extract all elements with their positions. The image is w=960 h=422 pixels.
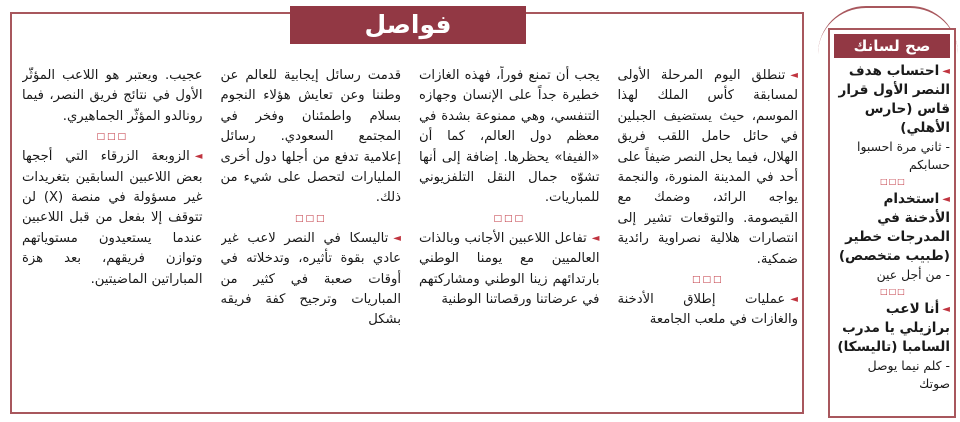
sidebar-separator: □□□ [880, 287, 906, 296]
bullet-triangle-icon: ◄ [393, 232, 401, 244]
article-column-4 [22, 66, 203, 412]
article-column-2 [419, 66, 600, 412]
bullet-triangle-icon: ◄ [942, 194, 950, 205]
sidebar-item-comment: - من أجل عين [876, 267, 950, 282]
sidebar-separator: □□□ [880, 177, 906, 186]
bullet-triangle-icon: ◄ [591, 232, 600, 244]
sidebar-item-heading: ◄أنا لاعب برازيلي يا مدرب السامبا (تاليسكا) [837, 301, 950, 355]
sidebar-title: صح لسانك [834, 34, 950, 58]
section-separator: □□□ [691, 275, 724, 286]
paragraph: ◄عمليات إطلاق الأدخنة والغازات في ملعب الجامعة [617, 292, 798, 328]
sidebar-item [836, 190, 950, 284]
sidebar-item-comment: - كلم نيما يوصل صوتك [867, 358, 950, 391]
article-column-3 [221, 66, 402, 412]
sidebar-item [836, 62, 950, 174]
bullet-triangle-icon: ◄ [790, 70, 798, 81]
bullet-triangle-icon: ◄ [942, 66, 950, 77]
section-separator: □□□ [96, 132, 128, 143]
sidebar-item [836, 300, 950, 393]
sidebar-item-heading: ◄احتساب هدف النصر الأول قرار قاس (حارس الأهلي) [838, 63, 950, 136]
bullet-triangle-icon: ◄ [790, 294, 798, 306]
section-separator: □□□ [493, 213, 525, 224]
sidebar-body [836, 62, 950, 418]
paragraph: عجيب. ويعتبر هو اللاعب المؤثّر الأول في نتائج فريق النصر، فيما رونالدو المؤثّر الجماهيري. [22, 68, 203, 124]
bullet-triangle-icon: ◄ [942, 304, 950, 315]
bullet-triangle-icon: ◄ [194, 151, 203, 163]
section-separator: □□□ [294, 213, 327, 224]
paragraph: قدمت رسائل إيجابية للعالم عن وطننا وعن تعايش هؤلاء النجوم بسلام واطمئنان وفخر في المجتمع السعودي. رسائل إعلامية تدفع من أجلها دول أخرى المليارات لتحصل على شيء من ذلك. [220, 68, 401, 206]
paragraph: ◄تفاعل اللاعبين الأجانب وبالذات العالميين مع يومنا الوطني بارتدائهم زينا الوطني ومشاركتهم في عرضاتنا ورقصاتنا الوطنية [419, 230, 600, 308]
paragraph: ◄الزوبعة الزرقاء التي أججها بعض اللاعبين السابقين بتغريدات غير مسؤولة في منصة (X) لن تتوقف إلا بفعل من قبل اللاعبين عندما يستعيدون مستوياتهم وتوازن فريقهم، بعد هزة المباراتين الماضيتين. [22, 149, 203, 287]
column-title: فواصل [290, 6, 526, 44]
paragraph: يجب أن تمنع فوراً، فهذه الغازات خطيرة جداً على الإنسان وجهازه التنفسي، وهي ممنوعة بشدة في معظم دول العالم، كما أن «الفيفا» يحظرها. إضافة إلى أنها تشوّه جمال النقل التلفزيوني للمباريات. [419, 68, 600, 206]
article-columns [22, 66, 798, 412]
paragraph: ◄تنطلق اليوم المرحلة الأولى لمسابقة كأس الملك لهذا الموسم، حيث يستضيف الجبلين في حائل حامل اللقب فريق الهلال، فيما يحل النصر ضيفاً على أحد في المدينة المنورة، والنجمة يواجه الرائد، وضمك مع القيصومة. والتوقعات تشير إلى انتصارات هلالية نصراوية رائدية ضمكية. [617, 68, 798, 267]
paragraph: ◄تاليسكا في النصر لاعب غير عادي بقوة تأثيره، وتدخلاته في أوقات صعبة في كثير من المباريات وترجيح كفة فريقه بشكل [220, 230, 401, 328]
sidebar-item-comment: - ثاني مرة احسبوا حسابكم [857, 139, 950, 172]
sidebar-item-heading: ◄استخدام الأدخنة في المدرجات خطير (طبيب متخصص) [838, 191, 950, 264]
article-column-1 [618, 66, 799, 412]
